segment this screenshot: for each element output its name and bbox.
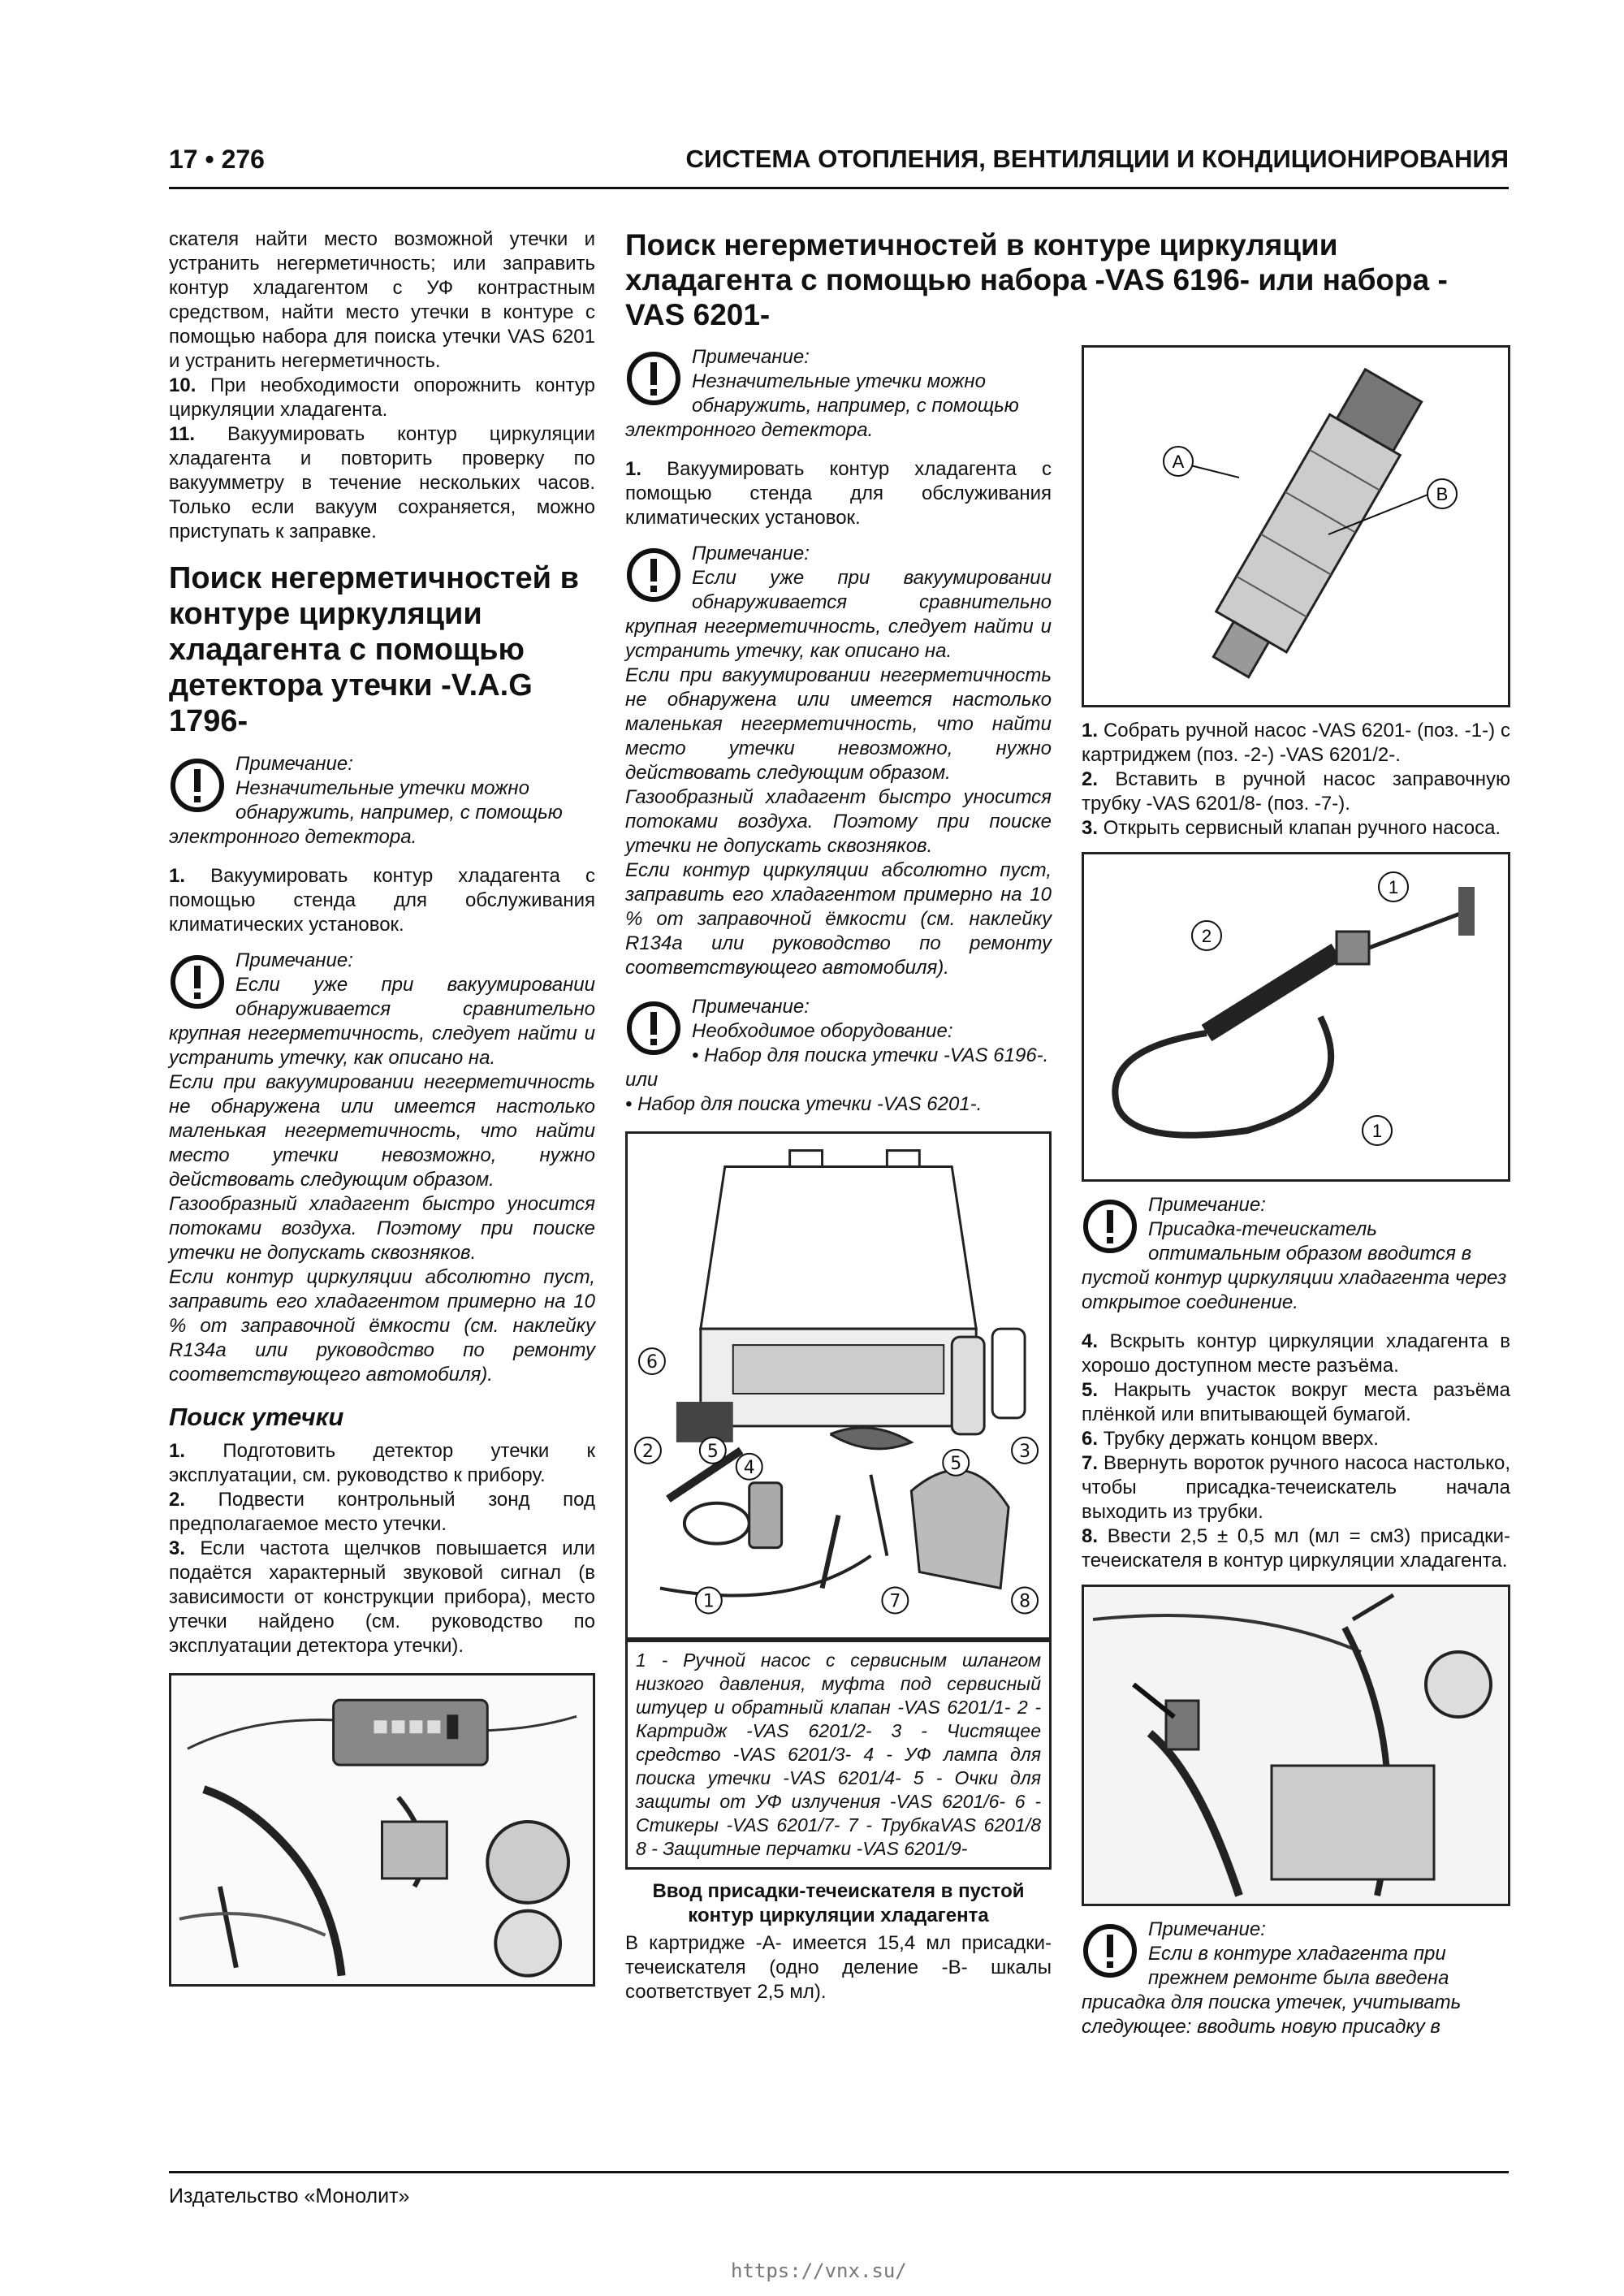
watermark-link[interactable]: https://vnx.su/ bbox=[731, 2259, 907, 2282]
warning-icon bbox=[625, 350, 682, 407]
pump-step-6: 6. Трубку держать концом вверх. bbox=[1082, 1428, 1379, 1450]
header-rule bbox=[169, 187, 1509, 189]
warning-icon bbox=[625, 547, 682, 603]
step-11: 11. Вакуумировать контур циркуляции хладагента и повторить проверку по вакуумметру в течение нескольких часов. Только если вакуум сохраняется, можно приступать к заправке. bbox=[169, 423, 596, 543]
note-label: Примечание: bbox=[692, 543, 810, 564]
note-paragraph: Если контур циркуляции абсолютно пуст, заправить его хладагентом примерно на 10 % от заправочной ёмкости (см. наклейку R134a или руководство по ремонту соответствующего автомобиля). bbox=[625, 859, 1052, 979]
footer-rule bbox=[169, 2171, 1509, 2173]
column-middle bbox=[625, 345, 1052, 2004]
kit-callout: 1 bbox=[702, 1591, 715, 1612]
callout-1: 1 bbox=[1371, 1121, 1383, 1141]
step-1: 1. Вакуумировать контур хладагента с помощью стенда для обслуживания климатических установок. bbox=[625, 458, 1052, 529]
leak-search-subheading: Поиск утечки bbox=[169, 1403, 344, 1431]
vas-kit-heading: Поиск негерметичностей в контуре циркуляции хладагента с помощью набора -VAS 6196- или набора -VAS 6201- bbox=[625, 228, 1448, 331]
kit-figure bbox=[625, 1131, 1052, 1640]
pump-step-8: 8. Ввести 2,5 ± 0,5 мл (мл = см3) присадки-течеискателя в контур циркуляции хладагента. bbox=[1082, 1525, 1510, 1572]
note-text: Незначительные утечки можно обнаружить, например, с помощью электронного детектора. bbox=[169, 777, 563, 848]
note-label: Примечание: bbox=[692, 346, 810, 368]
leak-step-1: 1. Подготовить детектор утечки к эксплуатации, см. руководство к прибору. bbox=[169, 1440, 596, 1486]
pump-step-4: 4. Вскрыть контур циркуляции хладагента в хорошо доступном месте разъёма. bbox=[1082, 1330, 1510, 1377]
callout-a: A bbox=[1172, 452, 1185, 472]
note-line: • Набор для поиска утечки -VAS 6201-. bbox=[625, 1093, 983, 1115]
detector-heading: Поиск негерметичностей в контуре циркуляции хладагента с помощью детектора утечки -V.A.G 1796- bbox=[169, 561, 579, 738]
leak-step-2: 2. Подвести контрольный зонд под предполагаемое место утечки. bbox=[169, 1489, 595, 1535]
kit-callout: 2 bbox=[641, 1441, 654, 1462]
warning-icon bbox=[625, 1000, 682, 1057]
pump-step-2: 2. Вставить в ручной насос заправочную трубку -VAS 6201/8- (поз. -7-). bbox=[1082, 768, 1511, 815]
note-paragraph: Если контур циркуляции абсолютно пуст, заправить его хладагентом примерно на 10 % от заправочной ёмкости (см. наклейку R134a или руководство по ремонту соответствующего автомобиля). bbox=[169, 1266, 595, 1386]
note-label: Примечание: bbox=[1148, 1194, 1266, 1216]
page-header bbox=[169, 145, 1509, 187]
note-paragraph: Газообразный хладагент быстро уносится потоками воздуха. Поэтому при поиске утечки не допускать сквозняков. bbox=[625, 786, 1052, 857]
additive-heading: Ввод присадки-течеискателя в пустой контур циркуляции хладагента bbox=[652, 1880, 1025, 1926]
note-line: Необходимое оборудование: bbox=[692, 1020, 953, 1042]
callout-1: 1 bbox=[1388, 877, 1399, 897]
note-block bbox=[169, 752, 595, 850]
step-10: 10. При необходимости опорожнить контур циркуляции хладагента. bbox=[169, 374, 595, 421]
kit-callout: 5 bbox=[706, 1441, 719, 1462]
callout-b: B bbox=[1436, 484, 1449, 504]
section-title: СИСТЕМА ОТОПЛЕНИЯ, ВЕНТИЛЯЦИИ И КОНДИЦИОНИРОВАНИЯ bbox=[685, 145, 1509, 173]
warning-icon bbox=[1082, 1922, 1138, 1979]
note-label: Примечание: bbox=[235, 753, 353, 775]
callout-2: 2 bbox=[1201, 926, 1212, 946]
pump-hose-drawing bbox=[1084, 854, 1508, 1179]
note-text: Незначительные утечки можно обнаружить, например, с помощью электронного детектора. bbox=[625, 370, 1019, 441]
engine-bay-drawing bbox=[171, 1676, 593, 1984]
column-right bbox=[1082, 345, 1510, 2054]
note-paragraph: Если при вакуумировании негерметичность не обнаружена или имеется настолько маленькая негерметичность, что найти место утечки невозможно, нужно действовать следующим образом. bbox=[169, 1071, 595, 1191]
kit-callout: 5 bbox=[950, 1453, 962, 1474]
note-paragraph: Если уже при вакуумировании обнаруживается сравнительно крупная негерметичность, следует найти и устранить утечку, как описано на. bbox=[625, 567, 1052, 662]
engine-connection-figure bbox=[1082, 1585, 1510, 1906]
note-text: Присадка-течеискатель оптимальным образом вводится в пустой контур циркуляции хладагента через открытое соединение. bbox=[1082, 1218, 1507, 1313]
step-1: 1. Вакуумировать контур хладагента с помощью стенда для обслуживания климатических установок. bbox=[169, 865, 595, 936]
kit-caption: 1 - Ручной насос с сервисным шлангом низкого давления, муфта под сервисный штуцер и обратный клапан -VAS 6201/1- 2 - Картридж -VAS 6201/2- 3 - Чистящее средство -VAS 6201/3- 4 - УФ лампа для поиска утечки -VAS 6201/4- 5 - Очки для защиты от УФ излучения -VAS 6201/6- 6 - Стикеры -VAS 6201/7- 7 - ТрубкаVAS 6201/8 8 - Защитные перчатки -VAS 6201/9- bbox=[625, 1640, 1052, 1870]
note-block bbox=[625, 345, 1052, 443]
kit-callout: 6 bbox=[646, 1352, 658, 1373]
kit-callout: 3 bbox=[1019, 1441, 1031, 1462]
note-paragraph: Если при вакуумировании негерметичность не обнаружена или имеется настолько маленькая негерметичность, что найти место утечки невозможно, нужно действовать следующим образом. bbox=[625, 664, 1052, 784]
warning-icon bbox=[1082, 1198, 1138, 1255]
cartridge-drawing bbox=[1084, 348, 1508, 705]
kit-callout: 4 bbox=[743, 1457, 755, 1478]
column-left bbox=[169, 227, 595, 1987]
note-block bbox=[169, 949, 595, 1387]
note-block bbox=[625, 542, 1052, 980]
pump-step-5: 5. Накрыть участок вокруг места разъёма плёнкой или впитывающей бумагой. bbox=[1082, 1379, 1510, 1425]
note-text: Если в контуре хладагента при прежнем ремонте была введена присадка для поиска утечек, учитывать следующее: вводить новую присадку в bbox=[1082, 1943, 1462, 2038]
pump-step-3: 3. Открыть сервисный клапан ручного насоса. bbox=[1082, 817, 1501, 839]
note-line: • Набор для поиска утечки -VAS 6196-. или bbox=[625, 1044, 1049, 1091]
note-block bbox=[1082, 1193, 1510, 1315]
note-paragraph: Газообразный хладагент быстро уносится потоками воздуха. Поэтому при поиске утечки не допускать сквозняков. bbox=[169, 1193, 595, 1264]
pump-hose-figure bbox=[1082, 852, 1510, 1182]
page-number: 17 • 276 bbox=[169, 145, 265, 174]
note-label: Примечание: bbox=[692, 996, 810, 1018]
pump-step-7: 7. Ввернуть вороток ручного насоса настолько, чтобы присадка-течеискатель начала выходить из трубки. bbox=[1082, 1452, 1511, 1523]
kit-callout: 8 bbox=[1019, 1591, 1031, 1612]
note-block bbox=[1082, 1918, 1510, 2039]
intro-text: скателя найти место возможной утечки и устранить негерметичность; или заправить контур хладагентом с УФ контрастным средством, найти место утечки в контуре с помощью набора для поиска утечки VAS 6201 и устранить негерметичность. bbox=[169, 228, 595, 372]
note-paragraph: Если уже при вакуумировании обнаруживается сравнительно крупная негерметичность, следует найти и устранить утечку, как описано на. bbox=[169, 974, 595, 1069]
note-label: Примечание: bbox=[235, 949, 353, 971]
note-label: Примечание: bbox=[1148, 1918, 1266, 1940]
engine-bay-figure bbox=[169, 1673, 595, 1987]
kit-callout: 7 bbox=[889, 1591, 901, 1612]
warning-icon bbox=[169, 757, 226, 814]
publisher-name: Издательство «Монолит» bbox=[169, 2185, 410, 2207]
leak-step-3: 3. Если частота щелчков повышается или подаётся характерный звуковой сигнал (в зависимости от конструкции прибора), место утечки найдено (см. руководство по эксплуатации детектора утечки). bbox=[169, 1537, 595, 1657]
pump-step-1: 1. Собрать ручной насос -VAS 6201- (поз. -1-) с картриджем (поз. -2-) -VAS 6201/2-. bbox=[1082, 720, 1510, 766]
kit-drawing bbox=[628, 1134, 1049, 1637]
warning-icon bbox=[169, 953, 226, 1010]
note-block bbox=[625, 995, 1052, 1117]
engine-connection-drawing bbox=[1084, 1587, 1508, 1904]
pump-cartridge-figure bbox=[1082, 345, 1510, 707]
cartridge-text: В картридже -А- имеется 15,4 мл присадки-течеискателя (одно деление -В- шкалы соответствует 2,5 мл). bbox=[625, 1932, 1052, 2003]
